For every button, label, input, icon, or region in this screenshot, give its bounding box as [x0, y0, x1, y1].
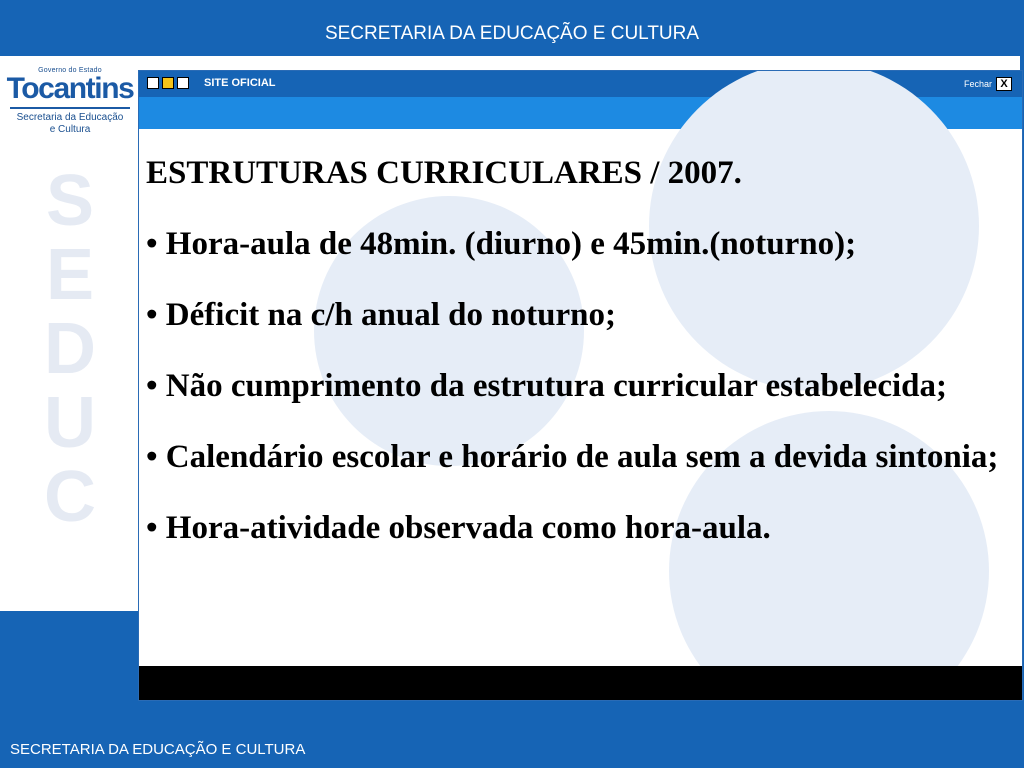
watermark-letter: U	[44, 383, 96, 463]
header-bar	[0, 0, 1024, 56]
content-window	[138, 70, 1023, 701]
footer-bar	[0, 731, 1024, 768]
square-icon	[162, 77, 174, 89]
logo-name: Tocantins	[6, 72, 134, 105]
bullet-item: • Calendário escolar e horário de aula sem a devida sintonia;	[146, 439, 999, 475]
left-blue-block	[0, 611, 140, 731]
tocantins-logo	[0, 56, 140, 148]
window-footer-bar	[139, 666, 1022, 701]
header-title: SECRETARIA DA EDUCAÇÃO E CULTURA	[324, 23, 700, 44]
logo-subtitle-line2: e Cultura	[49, 124, 91, 135]
site-label: SITE OFICIAL	[204, 77, 276, 89]
watermark-letter: S	[45, 161, 95, 241]
square-icon	[147, 77, 159, 89]
logo-subtitle-line1: Secretaria da Educação	[16, 112, 124, 123]
lower-blue-band	[140, 700, 1024, 731]
seduc-watermark	[0, 161, 140, 537]
bullet-item: • Hora-atividade observada como hora-aula.	[146, 510, 771, 546]
close-label[interactable]: Fechar	[963, 79, 992, 89]
watermark-letter: D	[44, 309, 96, 389]
bullet-item: • Não cumprimento da estrutura curricular estabelecida;	[146, 368, 947, 404]
slide-heading: ESTRUTURAS CURRICULARES / 2007.	[146, 155, 742, 191]
watermark-letter: C	[44, 457, 96, 537]
slide-content	[146, 153, 1016, 579]
close-area	[964, 77, 1012, 91]
footer-title: SECRETARIA DA EDUCAÇÃO E CULTURA	[10, 741, 306, 758]
close-button[interactable]: X	[996, 77, 1012, 91]
window-squares-icon	[147, 77, 189, 89]
square-icon	[177, 77, 189, 89]
bullet-item: • Hora-aula de 48min. (diurno) e 45min.(noturno);	[146, 226, 857, 262]
watermark-letter: E	[45, 235, 95, 315]
left-panel	[0, 56, 140, 611]
logo-small-text: Governo do Estado	[38, 67, 102, 74]
logo-divider	[10, 107, 130, 109]
bullet-item: • Déficit na c/h anual do noturno;	[146, 297, 616, 333]
